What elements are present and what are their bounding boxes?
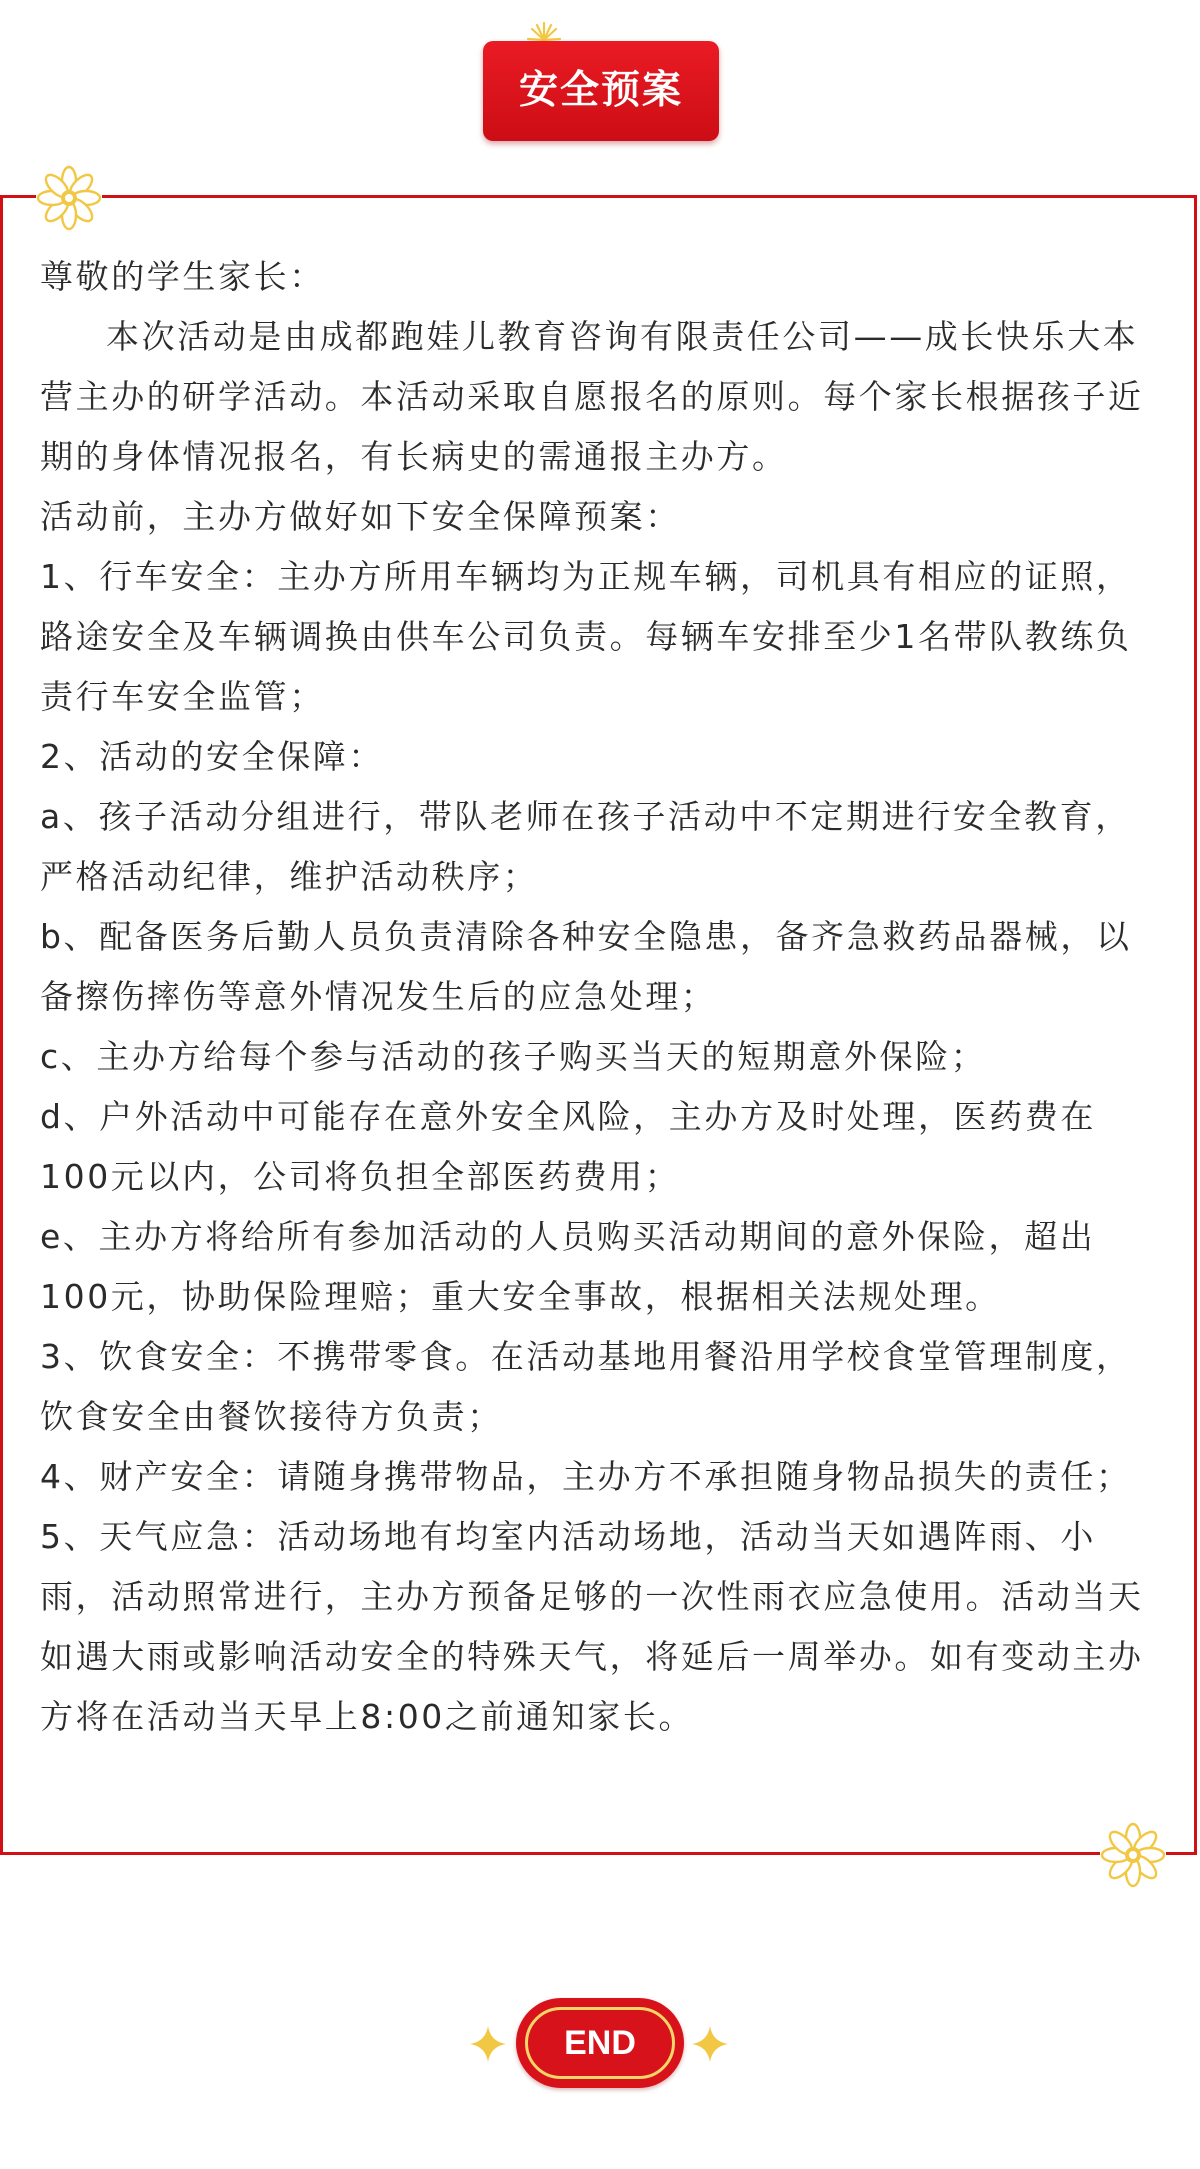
end-area bbox=[0, 1990, 1200, 2100]
greeting: 尊敬的学生家长： bbox=[40, 257, 325, 296]
flower-icon bbox=[36, 165, 102, 231]
star-icon bbox=[690, 2024, 730, 2064]
item-activity-safety: 2、活动的安全保障： bbox=[40, 737, 384, 776]
item-vehicle-safety: 1、行车安全：主办方所用车辆均为正规车辆，司机具有相应的证照，路途安全及车辆调换由供车公司负责。每辆车安排至少1名带队教练负责行车安全监管； bbox=[40, 557, 1132, 716]
sub-item-e: e、主办方将给所有参加活动的人员购买活动期间的意外保险，超出100元，协助保险理赔；重大安全事故，根据相关法规处理。 bbox=[40, 1217, 1096, 1316]
title-area bbox=[0, 20, 1200, 150]
sub-item-b: b、配备医务后勤人员负责清除各种安全隐患，备齐急救药品器械，以备擦伤摔伤等意外情况发生后的应急处理； bbox=[40, 917, 1132, 1016]
item-food-safety: 3、饮食安全：不携带零食。在活动基地用餐沿用学校食堂管理制度，饮食安全由餐饮接待方负责； bbox=[40, 1337, 1132, 1436]
end-badge bbox=[516, 1998, 684, 2088]
sub-item-a: a、孩子活动分组进行，带队老师在孩子活动中不定期进行安全教育，严格活动纪律，维护活动秩序； bbox=[40, 797, 1131, 896]
flower-icon bbox=[1100, 1822, 1166, 1888]
intro-paragraph: 本次活动是由成都跑娃儿教育咨询有限责任公司——成长快乐大本营主办的研学活动。本活动采取自愿报名的原则。每个家长根据孩子近期的身体情况报名，有长病史的需通报主办方。 bbox=[40, 317, 1144, 476]
page-title: 安全预案 bbox=[483, 41, 719, 141]
sub-item-d: d、户外活动中可能存在意外安全风险，主办方及时处理，医药费在100元以内，公司将负担全部医药费用； bbox=[40, 1097, 1096, 1196]
item-property-safety: 4、财产安全：请随身携带物品，主办方不承担随身物品损失的责任； bbox=[40, 1457, 1132, 1496]
sub-item-c: c、主办方给每个参与活动的孩子购买当天的短期意外保险； bbox=[40, 1037, 987, 1076]
safety-plan-document bbox=[40, 247, 1160, 1747]
end-label: END bbox=[525, 2007, 675, 2079]
star-icon bbox=[468, 2024, 508, 2064]
item-weather-emergency: 5、天气应急：活动场地有均室内活动场地，活动当天如遇阵雨、小雨，活动照常进行，主办方预备足够的一次性雨衣应急使用。活动当天如遇大雨或影响活动安全的特殊天气，将延后一周举办。如有变动主办方将在活动当天早上8:00之前通知家长。 bbox=[40, 1517, 1144, 1736]
preface-line: 活动前，主办方做好如下安全保障预案： bbox=[40, 497, 681, 536]
